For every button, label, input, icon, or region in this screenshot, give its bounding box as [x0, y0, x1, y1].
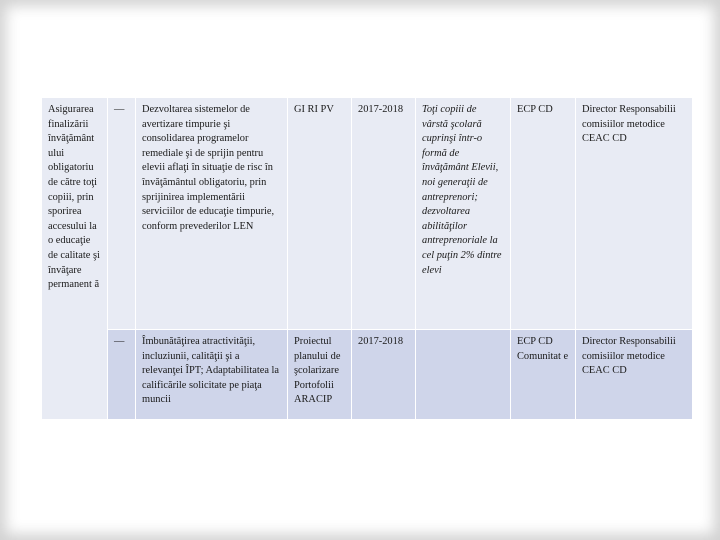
action-cell: Îmbunătăţirea atractivităţii, incluziunii, calităţii şi a relevanţei ÎPT; Adaptabilitatea la calificările solicitate pe piaţa muncii [136, 330, 288, 420]
row-marker: — [108, 98, 136, 330]
row-marker: — [108, 330, 136, 420]
responsible-cell: Director Responsabilii comisiilor metodice CEAC CD [576, 330, 693, 420]
resources-cell: GI RI PV [288, 98, 352, 330]
responsible-cell: Director Responsabilii comisiilor metodice CEAC CD [576, 98, 693, 330]
goal-cell: Asigurarea finalizării învăţământ ului obligatoriu de către toţi copiii, prin sporirea accesului la o educaţie de calitate şi învăţare permanent ă [42, 98, 108, 420]
action-plan-table [41, 97, 693, 420]
period-cell: 2017-2018 [352, 98, 416, 330]
partners-cell: ECP CD Comunitat e [511, 330, 576, 420]
indicators-cell: Toţi copiii de vârstă şcolară cuprinşi într-o formă de învăţământ Elevii, noi generaţii de antreprenori; dezvoltarea abilităţilor antreprenoriale la cel puţin 2% dintre elevi [416, 98, 511, 330]
resources-cell: Proiectul planului de şcolarizare Portofolii ARACIP [288, 330, 352, 420]
action-cell: Dezvoltarea sistemelor de avertizare timpurie şi consolidarea programelor remediale şi de sprijin pentru elevii aflaţi în situaţie de risc în învăţământul obligatoriu, prin sprijinirea implementării serviciilor de educaţie timpurie, conform prevederilor LEN [136, 98, 288, 330]
period-cell: 2017-2018 [352, 330, 416, 420]
table-row [42, 98, 693, 330]
partners-cell: ECP CD [511, 98, 576, 330]
table-row [42, 330, 693, 420]
indicators-cell [416, 330, 511, 420]
